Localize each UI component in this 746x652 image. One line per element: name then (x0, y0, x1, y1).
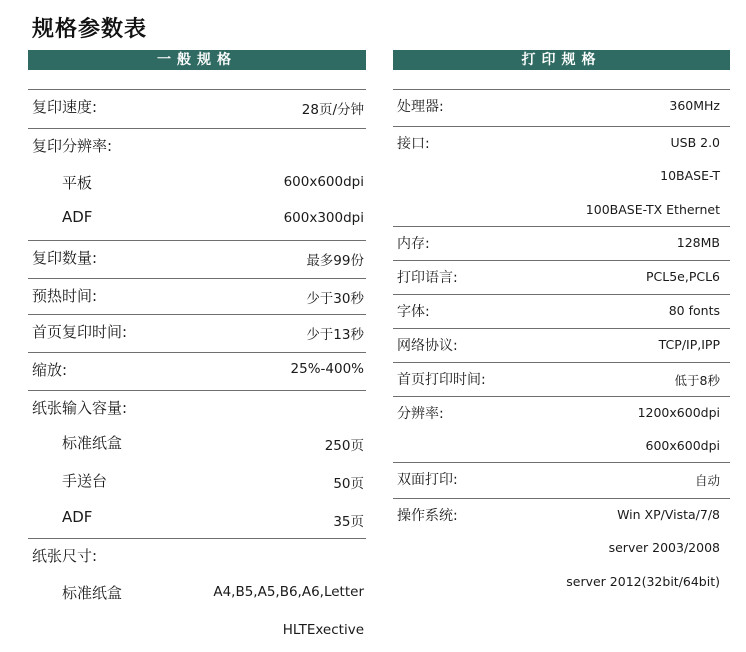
print-spec-row (393, 126, 730, 161)
general-spec-row (28, 202, 366, 236)
general-spec-value: 少于13秒 (306, 327, 364, 343)
print-spec-row (393, 498, 730, 533)
general-spec-value: A4,B5,A5,B6,A6,Letter (213, 584, 364, 600)
print-spec-value: TCP/IP,IPP (658, 337, 720, 352)
general-spec-row (28, 89, 366, 124)
print-spec-value: 10BASE-T (660, 168, 720, 183)
general-spec-label: ADF (62, 508, 93, 526)
general-spec-label: 标准纸盒 (62, 584, 123, 602)
general-spec-value: 28页/分钟 (301, 102, 364, 118)
general-specs-header: 一般规格 (28, 50, 366, 70)
general-spec-value: 600x600dpi (283, 174, 364, 190)
print-spec-row (393, 396, 730, 431)
general-spec-row (28, 166, 366, 200)
general-spec-row (28, 502, 366, 536)
print-spec-row (393, 89, 730, 124)
general-spec-row (28, 390, 366, 425)
print-spec-row (393, 160, 730, 194)
general-spec-label: 复印数量: (32, 249, 98, 267)
general-spec-value: 50页 (333, 476, 364, 492)
print-spec-value: 1200x600dpi (637, 405, 720, 420)
print-spec-value: 低于8秒 (674, 373, 720, 388)
general-spec-label: 预热时间: (32, 287, 98, 305)
print-spec-value: 80 fonts (668, 303, 720, 318)
general-spec-label: ADF (62, 208, 93, 226)
print-spec-value: 128MB (676, 235, 720, 250)
general-spec-label: 平板 (62, 174, 93, 192)
print-spec-row (393, 532, 730, 566)
general-spec-row (28, 464, 366, 498)
print-spec-value: server 2003/2008 (608, 540, 720, 555)
print-spec-label: 打印语言: (397, 270, 458, 286)
print-spec-label: 处理器: (397, 99, 444, 115)
general-spec-value: 25%-400% (290, 361, 364, 377)
general-specs-section (28, 50, 366, 638)
general-spec-row (28, 426, 366, 460)
print-spec-row (393, 194, 730, 228)
general-spec-value: 250页 (324, 438, 364, 454)
print-spec-row (393, 362, 730, 397)
print-spec-row (393, 226, 730, 261)
general-spec-value: 最多99份 (306, 253, 364, 269)
general-spec-label: 纸张输入容量: (32, 399, 128, 417)
general-spec-row (28, 352, 366, 387)
general-spec-value: 35页 (333, 514, 364, 530)
print-spec-label: 内存: (397, 236, 430, 252)
print-spec-row (393, 328, 730, 363)
general-spec-label: 复印速度: (32, 98, 98, 116)
print-specs-header: 打印规格 (393, 50, 730, 70)
print-spec-label: 网络协议: (397, 338, 458, 354)
print-spec-row (393, 462, 730, 497)
print-specs-section (393, 50, 730, 589)
print-spec-row (393, 294, 730, 329)
general-spec-label: 首页复印时间: (32, 323, 128, 341)
print-spec-value: 100BASE-TX Ethernet (585, 202, 720, 217)
print-spec-label: 操作系统: (397, 508, 458, 524)
print-spec-row (393, 430, 730, 464)
print-spec-value: 自动 (694, 473, 720, 488)
general-spec-row (28, 614, 366, 648)
print-spec-value: server 2012(32bit/64bit) (566, 574, 720, 589)
print-spec-value: USB 2.0 (670, 135, 720, 150)
general-spec-row (28, 240, 366, 275)
general-spec-label: 标准纸盒 (62, 434, 123, 452)
print-spec-value: Win XP/Vista/7/8 (617, 507, 720, 522)
print-spec-label: 接口: (397, 136, 430, 152)
page-title: 规格参数表 (32, 17, 148, 42)
general-spec-row (28, 576, 366, 610)
general-spec-label: 缩放: (32, 361, 68, 379)
print-spec-label: 双面打印: (397, 472, 458, 488)
general-spec-label: 复印分辨率: (32, 137, 113, 155)
general-spec-row (28, 538, 366, 573)
print-spec-value: 600x600dpi (645, 438, 720, 453)
print-spec-label: 字体: (397, 304, 430, 320)
general-spec-row (28, 128, 366, 163)
general-spec-row (28, 278, 366, 313)
general-spec-row (28, 314, 366, 349)
print-spec-row (393, 260, 730, 295)
general-spec-label: 纸张尺寸: (32, 547, 98, 565)
print-spec-label: 分辨率: (397, 406, 444, 422)
print-spec-label: 首页打印时间: (397, 372, 486, 388)
print-spec-value: 360MHz (669, 98, 720, 113)
general-spec-value: 少于30秒 (306, 291, 364, 307)
general-spec-value: 600x300dpi (283, 210, 364, 226)
print-spec-value: PCL5e,PCL6 (645, 269, 720, 284)
general-spec-value: HLTExective (282, 622, 364, 638)
general-spec-label: 手送台 (62, 472, 108, 490)
print-spec-row (393, 566, 730, 600)
